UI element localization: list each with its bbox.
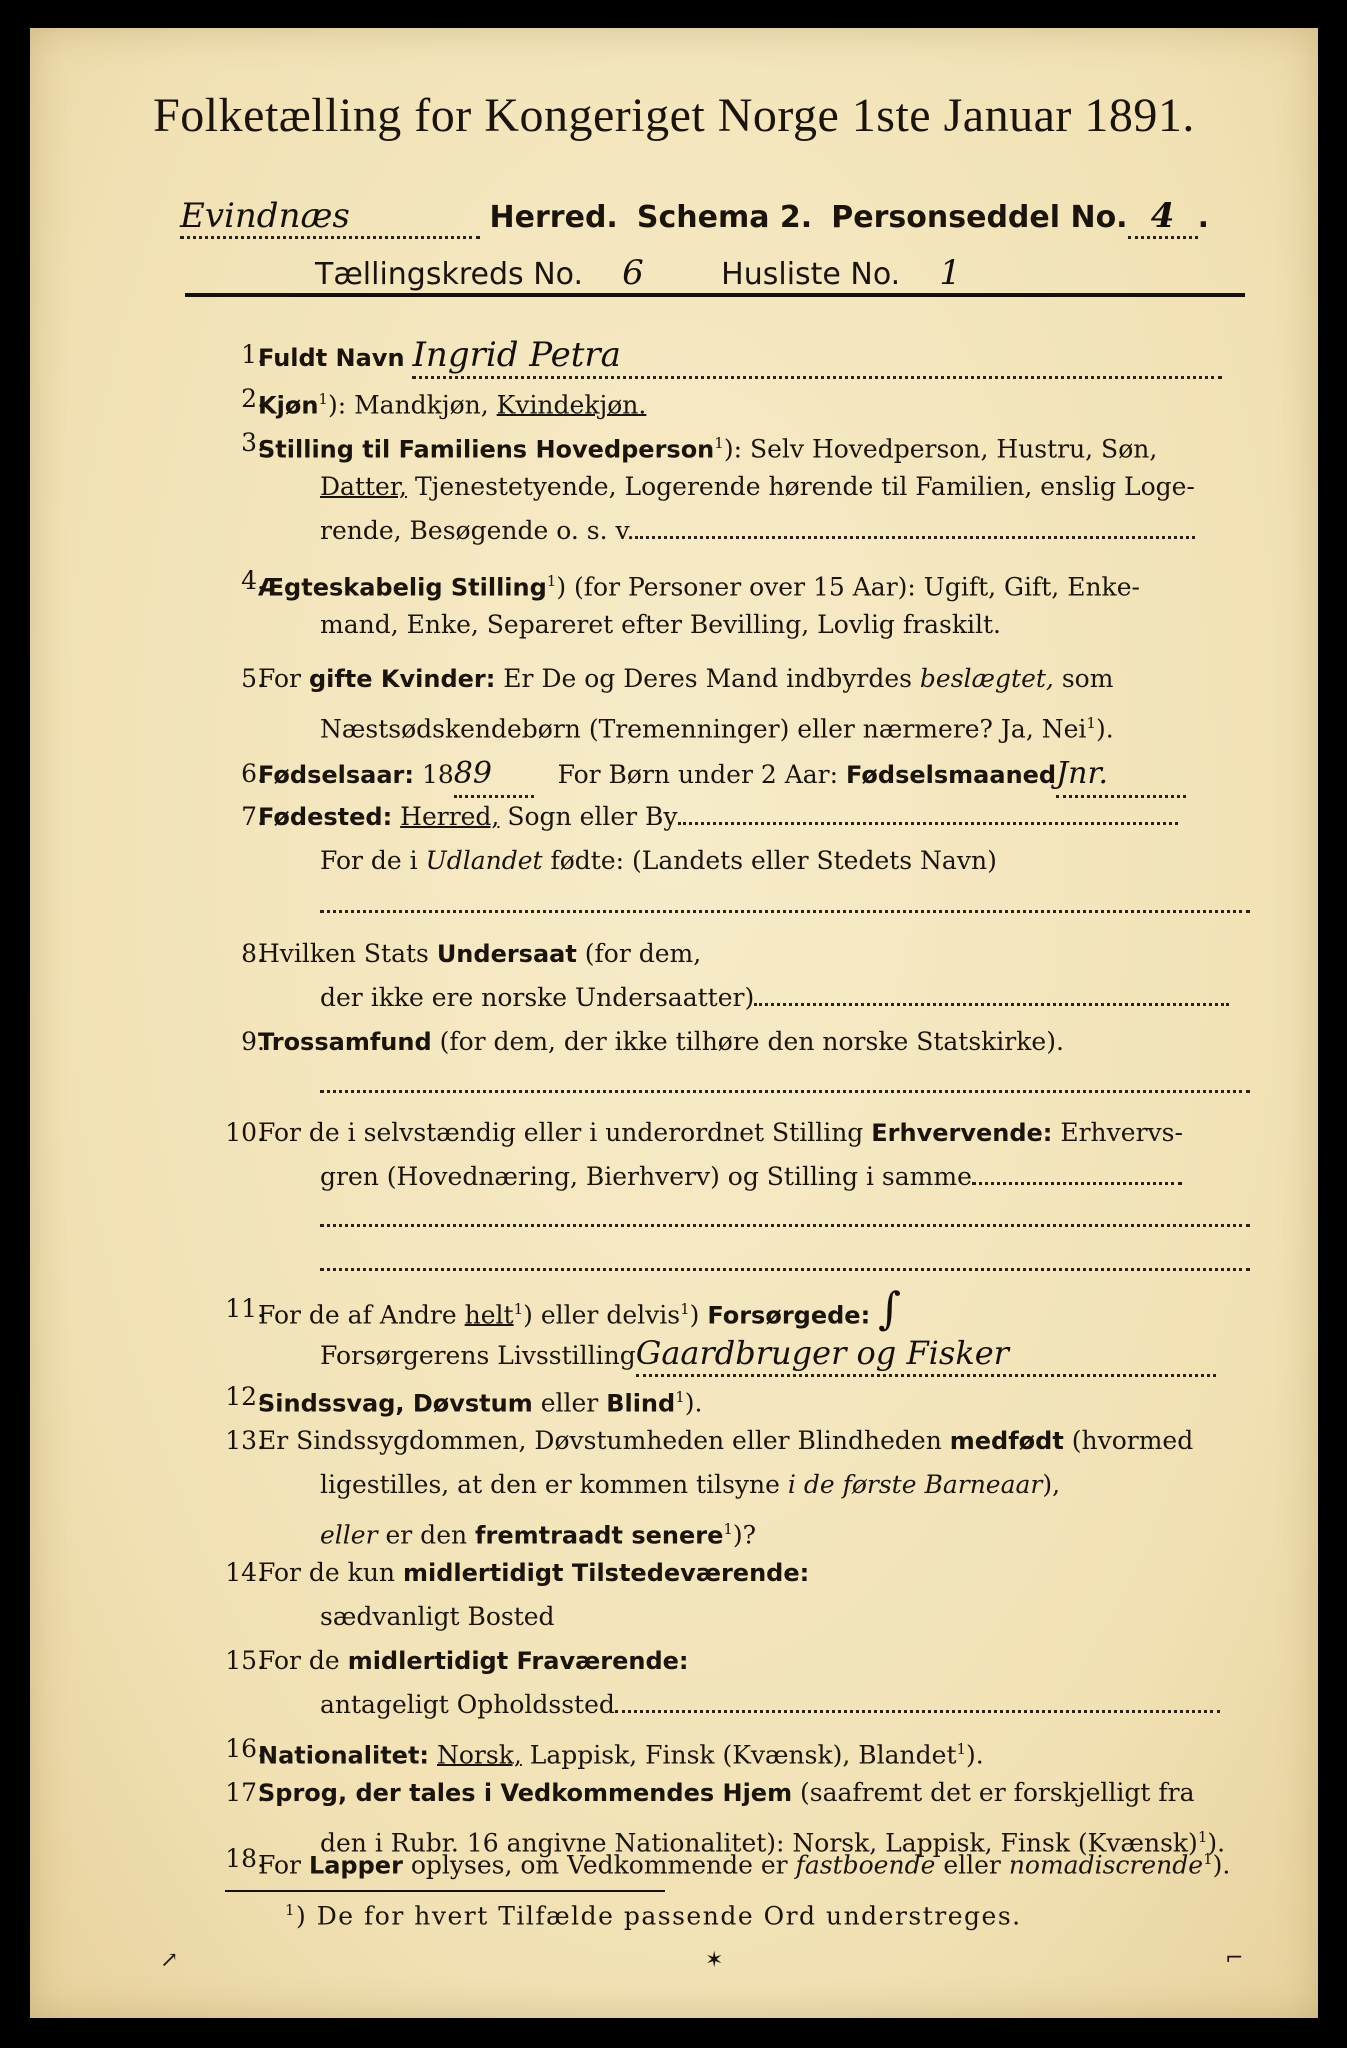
census-form: Folketælling for Kongeriget Norge 1ste Januar 1891. Evindnæs Herred. Schema 2. Personseddel No. 4 . Tællingskreds No. 6 Husliste No. 1 1. Fuldt Navn Ingrid Petra 2. Kjøn$^1$): Mandkjøn, Kvindekjøn. 3. Stilling til Familiens Hovedperson$^1$): Selv Hovedperson, Hustru, Søn, Datter, Tjenestetyende, Logerende hørende til Familien, enslig Loge- rende, Besøgende o. s. v. 4. Ægteskabelig Stilling$^1$) (for Personer over 15 Aar): Ugift, Gift, Enke- mand, Enke, Separeret efter Bevilling, Lovlig fraskilt. 5. For gifte Kvinder: Er De og Deres Mand indbyrdes beslægtet, som Næstsødskendebørn (Tremenninger) eller nærmere? Ja, Nei$^1$). 6. Fødselsaar: 1889 For Børn under 2 Aar: FødselsmaanedJnr. 7. Fødested: Herred, Sogn eller By For de i Udlandet fødte: (Landets eller Stedets Navn) 8. Hvilken Stats Undersaat (for dem, der ikke ere norske Undersaatter) 9. Trossamfund (for dem, der ikke tilhøre den norske Statskirke). 10. For de i selvstændig eller i underordnet Stilling Erhvervende: Erhvervs- gren (Hovednæring, Bierhverv) og Stilling i samme 11. For de af Andre helt$^1$) eller delvis$^1$) Forsørgede: ∫ Forsørgerens LivsstillingGaardbruger og Fisker 12. Sindssvag, Døvstum eller Blind$^1$). 13. Er Sindssygdommen, Døvstumheden eller Blindheden medfødt (hvormed ligestilles, at den er kommen tilsyne i de første Barneaar), eller er den fremtraadt senere$^1$)? 14. For de kun midlertidigt Tilstedeværende: sædvanligt Bosted 15. For de midlertidigt Fraværende: antageligt Opholdssted 16. Nationalitet: Norsk, Lappisk, Finsk (Kvænsk), Blandet$^1$). 17. Sprog, der tales i Vedkommendes Hjem (saafremt det er forskjelligt fra den i Rubr. 16 angivne Nationalitet): Norsk, Lappisk, Finsk (Kvænsk)$^1$). 18. For Lapper oplyses, om Vedkommende er fastboende eller nomadiscrende$^1$). $^1$) De for hvert Tilfælde passende Ord understreges. ↗ ✶ ⌐ [30,28,1318,2018]
item-text: For de i [320,846,426,875]
item-number: 15. [225,1646,265,1675]
item-text: ). [684,1388,703,1418]
item-text: oplyses, om Vedkommende er [402,1850,796,1880]
item-text: fødte: (Landets eller Stedets Navn) [542,846,997,875]
center-mark: ✶ [705,1948,724,1973]
birth-year-value: 89 [454,753,534,798]
item-text: )? [732,1520,757,1550]
herred-line: Evindnæs Herred. Schema 2. Personseddel No. 4 . [180,196,1209,239]
item-number: 11. [225,1294,265,1323]
item-label: medfødt [949,1427,1064,1455]
item-text: Udlandet [425,846,543,875]
item-text: (saafremt det er forskjelligt fra [792,1778,1195,1807]
item-label: Fødselsmaaned [846,761,1057,789]
footnote-text: De for hvert Tilfælde passende Ord understreges. [316,1901,1022,1931]
item-number: 16. [225,1734,265,1763]
item-text: Lappisk, Finsk (Kvænsk), Blandet [521,1740,957,1770]
corner-mark: ↗ [160,1948,179,1973]
item-text: For [258,1850,309,1880]
kreds-label: Tællingskreds No. [315,257,583,292]
item-text: For Børn under 2 Aar: [557,760,846,789]
item-label: Trossamfund [258,1028,432,1056]
item-text: Næstsødskendebørn (Tremenninger) eller nærmere? Ja, Nei [320,714,1087,744]
item-label: Fødested: [258,803,393,831]
footnote: $^1$) De for hvert Tilfælde passende Ord understreges. [285,1901,1022,1931]
item-text: ): Selv Hovedperson, Hustru, Søn, [723,434,1158,464]
item-text: er den [377,1520,476,1550]
item-text: Tjenestetyende, Logerende hørende til Familien, enslig Loge- [407,472,1195,501]
footnote-rule [225,1890,665,1892]
item-number: 17. [225,1778,265,1807]
item-label: Nationalitet: [258,1741,430,1770]
item-text: Forsørgerens Livsstilling [320,1341,636,1370]
item-label: fremtraadt senere [475,1521,724,1550]
form-title: Folketælling for Kongeriget Norge 1ste Januar 1891. [153,89,1195,142]
item-text: den i Rubr. 16 angivne Nationalitet): Norsk, Lappisk, Finsk (Kvænsk) [320,1828,1198,1858]
item-label: Lapper [308,1851,403,1880]
item-text: Sogn eller By [499,802,678,831]
item-number: 8. [241,939,265,968]
kreds-value: 6 [583,253,683,296]
item-text: ) [689,1300,708,1330]
footnote-mark: 1 [285,1901,297,1919]
herred-value: Evindnæs [180,196,480,239]
underlined-option: Norsk, [436,1740,522,1770]
handwritten-mark: ∫ [878,1283,902,1335]
item-number: 2. [241,384,265,413]
item-label: Blind [606,1389,676,1418]
underlined-option: Kvindekjøn. [496,390,647,420]
item-text: For de [258,1646,348,1675]
item-number: 9. [241,1027,265,1056]
item-text: For de i selvstændig eller i underordnet Stilling [258,1118,872,1147]
item-label: midlertidigt Fraværende: [347,1647,689,1675]
provider-occupation-value: Gaardbruger og Fisker [636,1332,1216,1377]
full-name-value: Ingrid Petra [412,334,1222,379]
item-number: 18. [225,1844,265,1873]
birth-month-value: Jnr. [1056,753,1186,798]
item-text: Erhvervs- [1052,1118,1183,1147]
item-number: 13. [225,1426,265,1455]
item-number: 5. [241,664,265,693]
item-text: (for dem, der ikke tilhøre den norske Statskirke). [431,1027,1064,1056]
item-text: ) eller delvis [523,1300,681,1330]
underlined-option: Herred, [400,802,500,831]
item-label: Stilling til Familiens Hovedperson [258,435,715,464]
item-label: Fuldt Navn [258,344,405,372]
blank-line [320,1268,1250,1271]
item-text: antageligt Opholdssted [320,1690,615,1719]
item-number: 7. [241,802,265,831]
herred-label: Herred. [489,200,618,235]
item-text: ) (for Personer over 15 Aar): Ugift, Gift, Enke- [556,572,1140,602]
item-label: Ægteskabelig Stilling [258,573,547,602]
item-label: gifte Kvinder: [308,665,496,693]
item-text: ): Mandkjøn, [327,390,497,420]
husliste-label: Husliste No. [721,257,901,292]
item-label: Sprog, der tales i Vedkommendes Hjem [258,1779,793,1807]
item-text: fastboende [795,1850,936,1880]
item-text: gren (Hovednæring, Bierhverv) og Stilling i samme [320,1162,972,1191]
item-label: Fødselsaar: [258,761,414,789]
corner-mark: ⌐ [1225,1946,1244,1971]
item-text: sædvanligt Bosted [320,1602,555,1631]
schema-label: Schema 2. [636,200,813,235]
underlined-option: helt [464,1300,514,1330]
item-text: ), [1042,1470,1061,1499]
item-text: Er Sindssygdommen, Døvstumheden eller Blindheden [258,1426,950,1455]
item-text: rende, Besøgende o. s. v. [320,516,635,545]
item-text: nomadiscrende [1008,1850,1204,1880]
item-text: eller [532,1388,607,1418]
personseddel-value: 4 [1128,196,1198,239]
personseddel-label: Personseddel No. [831,200,1128,235]
header-rule [185,293,1245,297]
item-text: i de første Barneaar [787,1470,1043,1499]
item-text: (for dem, [576,939,702,968]
item-number: 10. [225,1118,265,1147]
item-text: beslægtet, [919,664,1054,693]
item-number: 1. [241,340,265,369]
blank-line [320,1224,1250,1227]
item-text: eller [935,1850,1009,1880]
item-label: midlertidigt Tilstedeværende: [402,1559,810,1587]
item-text: eller [320,1520,378,1550]
item-label: Kjøn [258,391,319,420]
item-text: som [1053,664,1114,693]
item-text: For [258,664,309,693]
item-text: For de af Andre [258,1300,465,1330]
item-text: Hvilken Stats [258,939,437,968]
item-label: Forsørgede: [707,1301,871,1330]
item-label: Sindssvag, Døvstum [258,1389,533,1418]
item-number: 6. [241,759,265,788]
blank-line [320,1090,1250,1093]
item-number: 3. [241,428,265,457]
item-text: 18 [414,760,454,789]
footnote-ref: 1 [318,390,328,408]
underlined-option: Datter, [320,472,407,501]
husliste-value: 1 [900,253,1000,296]
item-text: mand, Enke, Separeret efter Bevilling, Lovlig fraskilt. [320,610,1001,639]
item-label: Undersaat [436,940,577,968]
item-label: Erhvervende: [871,1119,1053,1147]
item-text: der ikke ere norske Undersaatter) [320,983,755,1012]
item-number: 14. [225,1558,265,1587]
blank-line [320,910,1250,913]
item-text: Er De og Deres Mand indbyrdes [495,664,920,693]
item-number: 4. [241,566,265,595]
item-number: 12. [225,1382,265,1411]
kreds-line [315,253,1000,296]
item-text: For de kun [258,1558,403,1587]
item-text: (hvormed [1063,1426,1194,1455]
item-text: ligestilles, at den er kommen tilsyne [320,1470,788,1499]
